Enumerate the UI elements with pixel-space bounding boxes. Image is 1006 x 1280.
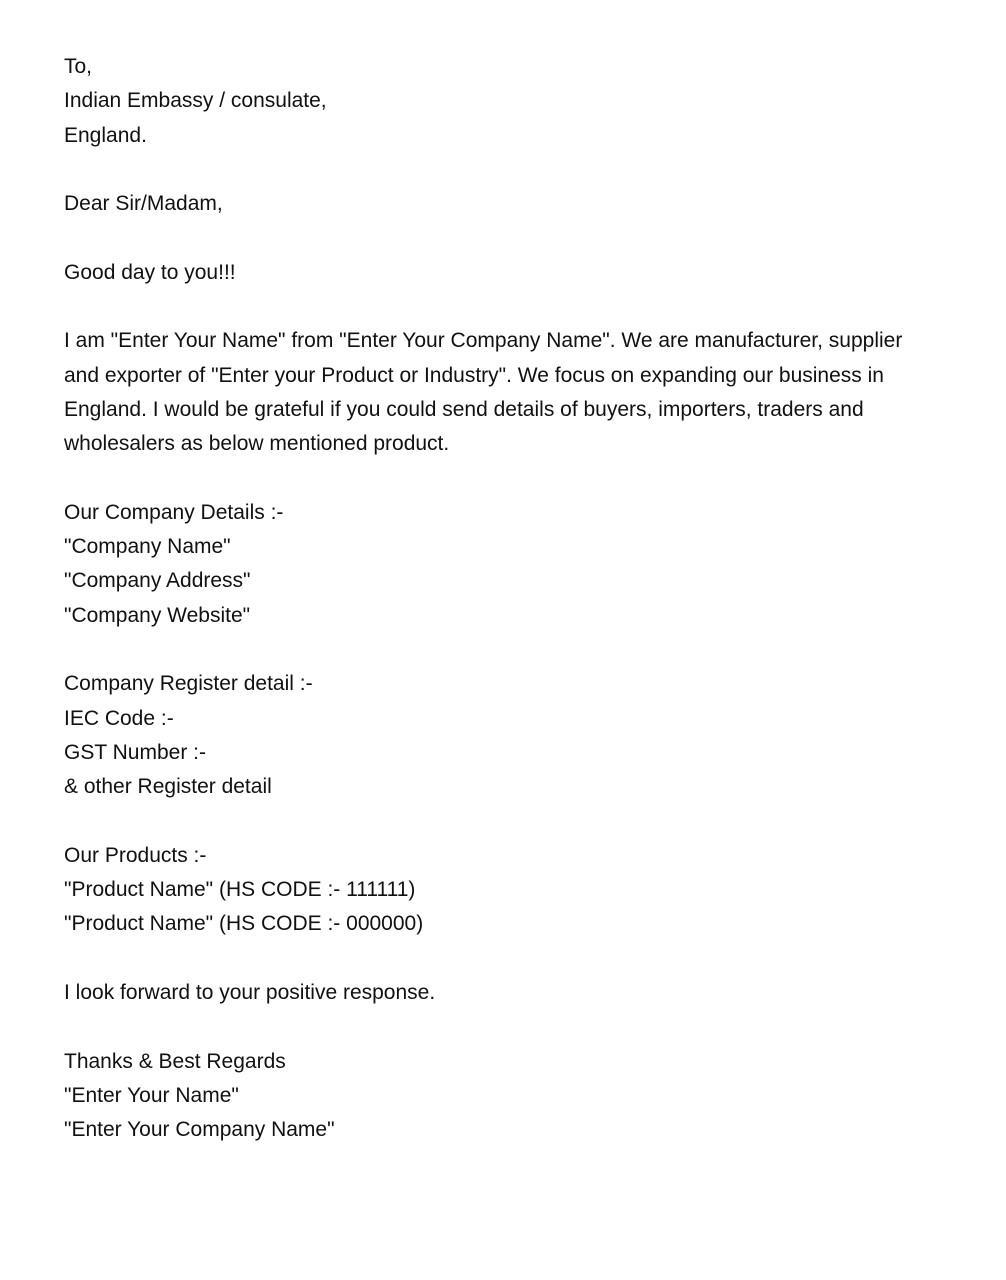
intro-paragraph (64, 324, 979, 461)
gst-number: GST Number :- (64, 740, 206, 764)
iec-code: IEC Code :- (64, 706, 174, 730)
intro-line: I am "Enter Your Name" from "Enter Your Company Name". We are manufacturer, supplier (64, 329, 903, 353)
intro-line: wholesalers as below mentioned product. (64, 432, 450, 456)
letter-page (64, 50, 979, 1148)
salutation: Dear Sir/Madam, (64, 192, 223, 216)
spacer (64, 633, 979, 667)
product-item: "Product Name" (HS CODE :- 000000) (64, 912, 424, 936)
spacer (64, 805, 979, 839)
company-details-block (64, 496, 979, 633)
intro-line: and exporter of "Enter your Product or Industry". We focus on expanding our business in (64, 363, 884, 387)
company-address: "Company Address" (64, 569, 251, 593)
company-name: "Company Name" (64, 535, 231, 559)
company-details-heading: Our Company Details :- (64, 500, 284, 524)
signature-company: "Enter Your Company Name" (64, 1118, 335, 1142)
signature-block (64, 1045, 979, 1148)
signature-name: "Enter Your Name" (64, 1083, 239, 1107)
spacer (64, 462, 979, 496)
spacer (64, 942, 979, 976)
register-details-heading: Company Register detail :- (64, 672, 313, 696)
other-register-detail: & other Register detail (64, 775, 272, 799)
recipient-organization: Indian Embassy / consulate, (64, 89, 327, 113)
closing-line: I look forward to your positive response. (64, 981, 436, 1005)
spacer (64, 1010, 979, 1044)
signature-regards: Thanks & Best Regards (64, 1049, 286, 1073)
recipient-country: England. (64, 123, 147, 147)
products-block (64, 839, 979, 942)
products-heading: Our Products :- (64, 843, 207, 867)
spacer (64, 290, 979, 324)
register-details-block (64, 667, 979, 804)
recipient-block (64, 50, 979, 153)
greeting: Good day to you!!! (64, 260, 236, 284)
spacer (64, 153, 979, 187)
recipient-to: To, (64, 55, 93, 78)
spacer (64, 221, 979, 255)
intro-line: England. I would be grateful if you could send details of buyers, importers, traders and (64, 397, 864, 421)
company-website: "Company Website" (64, 603, 251, 627)
product-item: "Product Name" (HS CODE :- 111111) (64, 878, 416, 902)
